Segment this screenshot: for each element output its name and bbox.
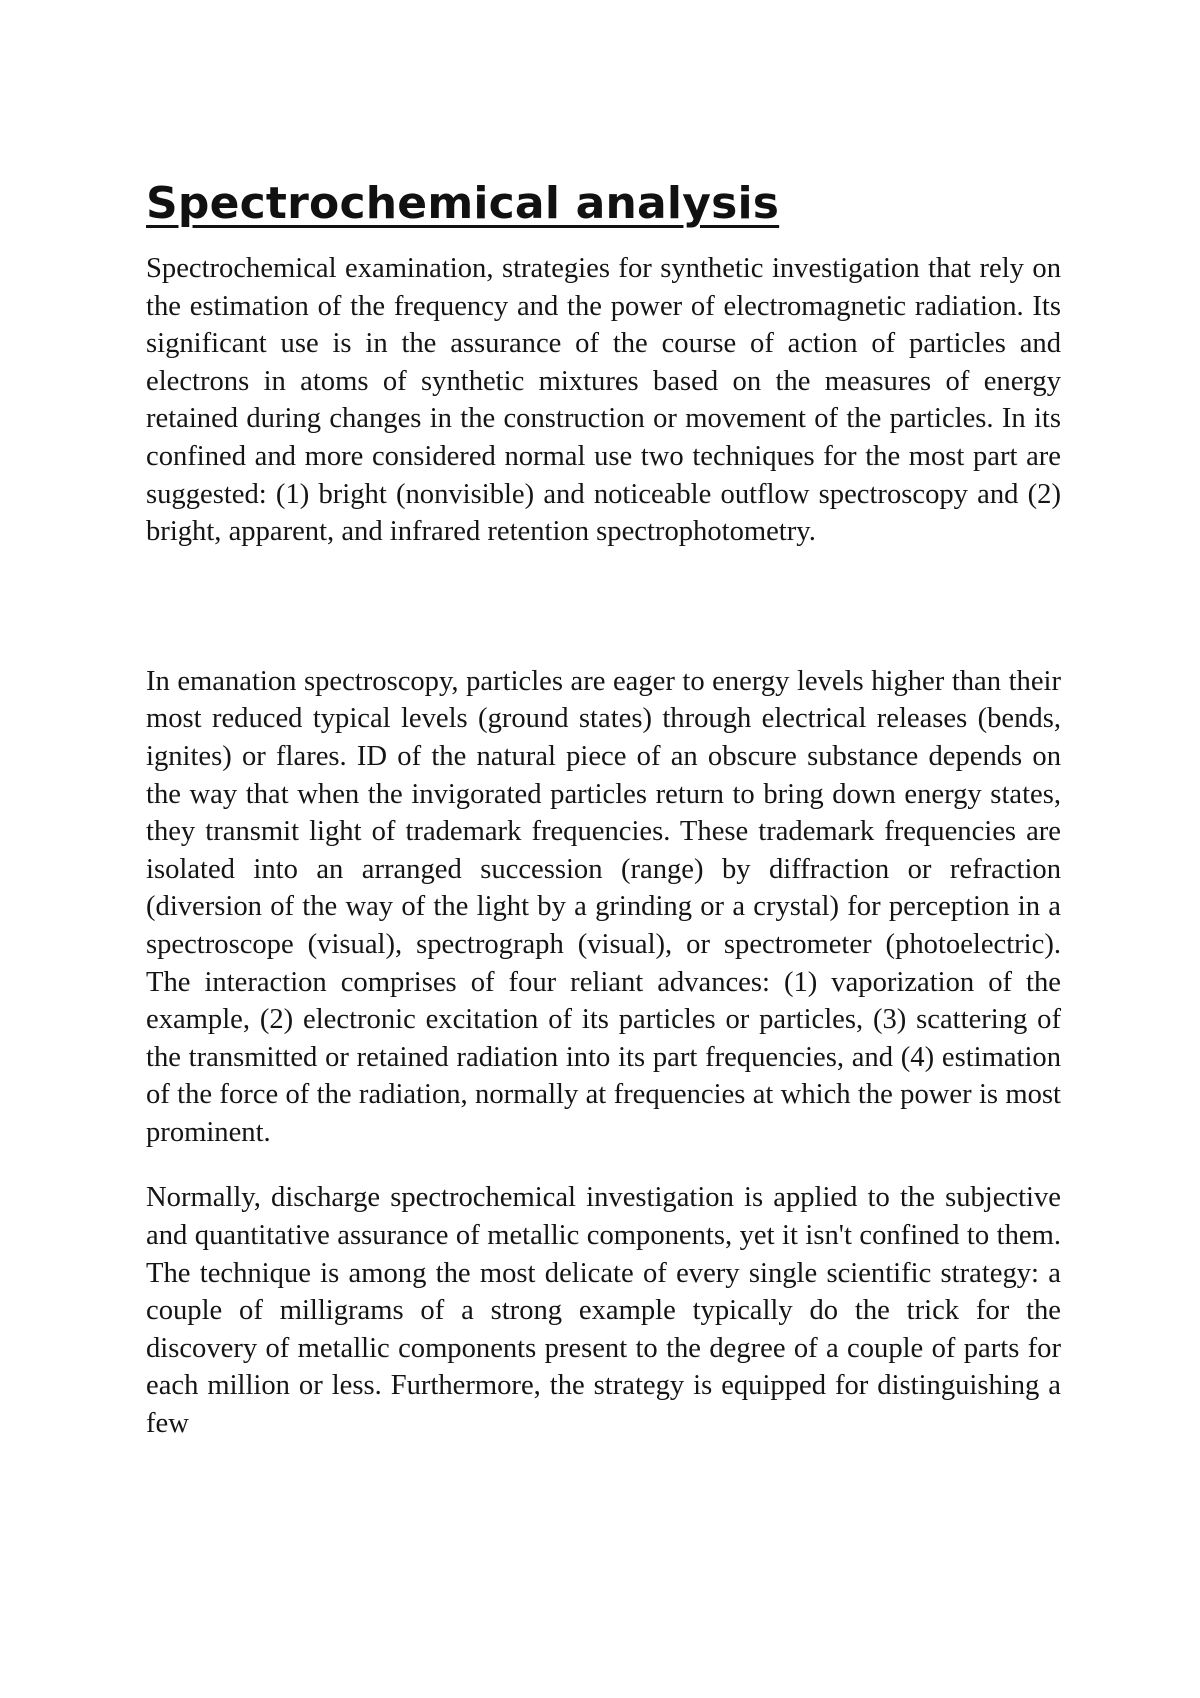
document-title: Spectrochemical analysis: [146, 178, 780, 229]
document-body: [146, 178, 1061, 1443]
paragraph-discharge-analysis: Normally, discharge spectrochemical investigation is applied to the subjective and quantitative assurance of metallic components, yet it isn't confined to them. The technique is among the most delicate of every single scientific strategy: a couple of milligrams of a strong example typically do the trick for the discovery of metallic components present to the degree of a couple of parts for each million or less. Furthermore, the strategy is equipped for distinguishing a few: [146, 1182, 1061, 1440]
paragraph-intro: Spectrochemical examination, strategies for synthetic investigation that rely on the estimation of the frequency and the power of electromagnetic radiation. Its significant use is in the assurance of the course of action of particles and electrons in atoms of synthetic mixtures based on the measures of energy retained during changes in the construction or movement of the particles. In its confined and more considered normal use two techniques for the most part are suggested: (1) bright (nonvisible) and noticeable outflow spectroscopy and (2) bright, apparent, and infrared retention spectrophotometry.: [146, 253, 1061, 548]
paragraph-emission-spectroscopy: In emanation spectroscopy, particles are eager to energy levels higher than their most reduced typical levels (ground states) through electrical releases (bends, ignites) or flares. ID of the natural piece of an obscure substance depends on the way that when the invigorated particles return to bring down energy states, they transmit light of trademark frequencies. These trademark frequencies are isolated into an arranged succession (range) by diffraction or refraction (diversion of the way of the light by a grinding or a crystal) for perception in a spectroscope (visual), spectrograph (visual), or spectrometer (photoelectric). The interaction comprises of four reliant advances: (1) vaporization of the example, (2) electronic excitation of its particles or particles, (3) scattering of the transmitted or retained radiation into its part frequencies, and (4) estimation of the force of the radiation, normally at frequencies at which the power is most prominent.: [146, 665, 1061, 1148]
